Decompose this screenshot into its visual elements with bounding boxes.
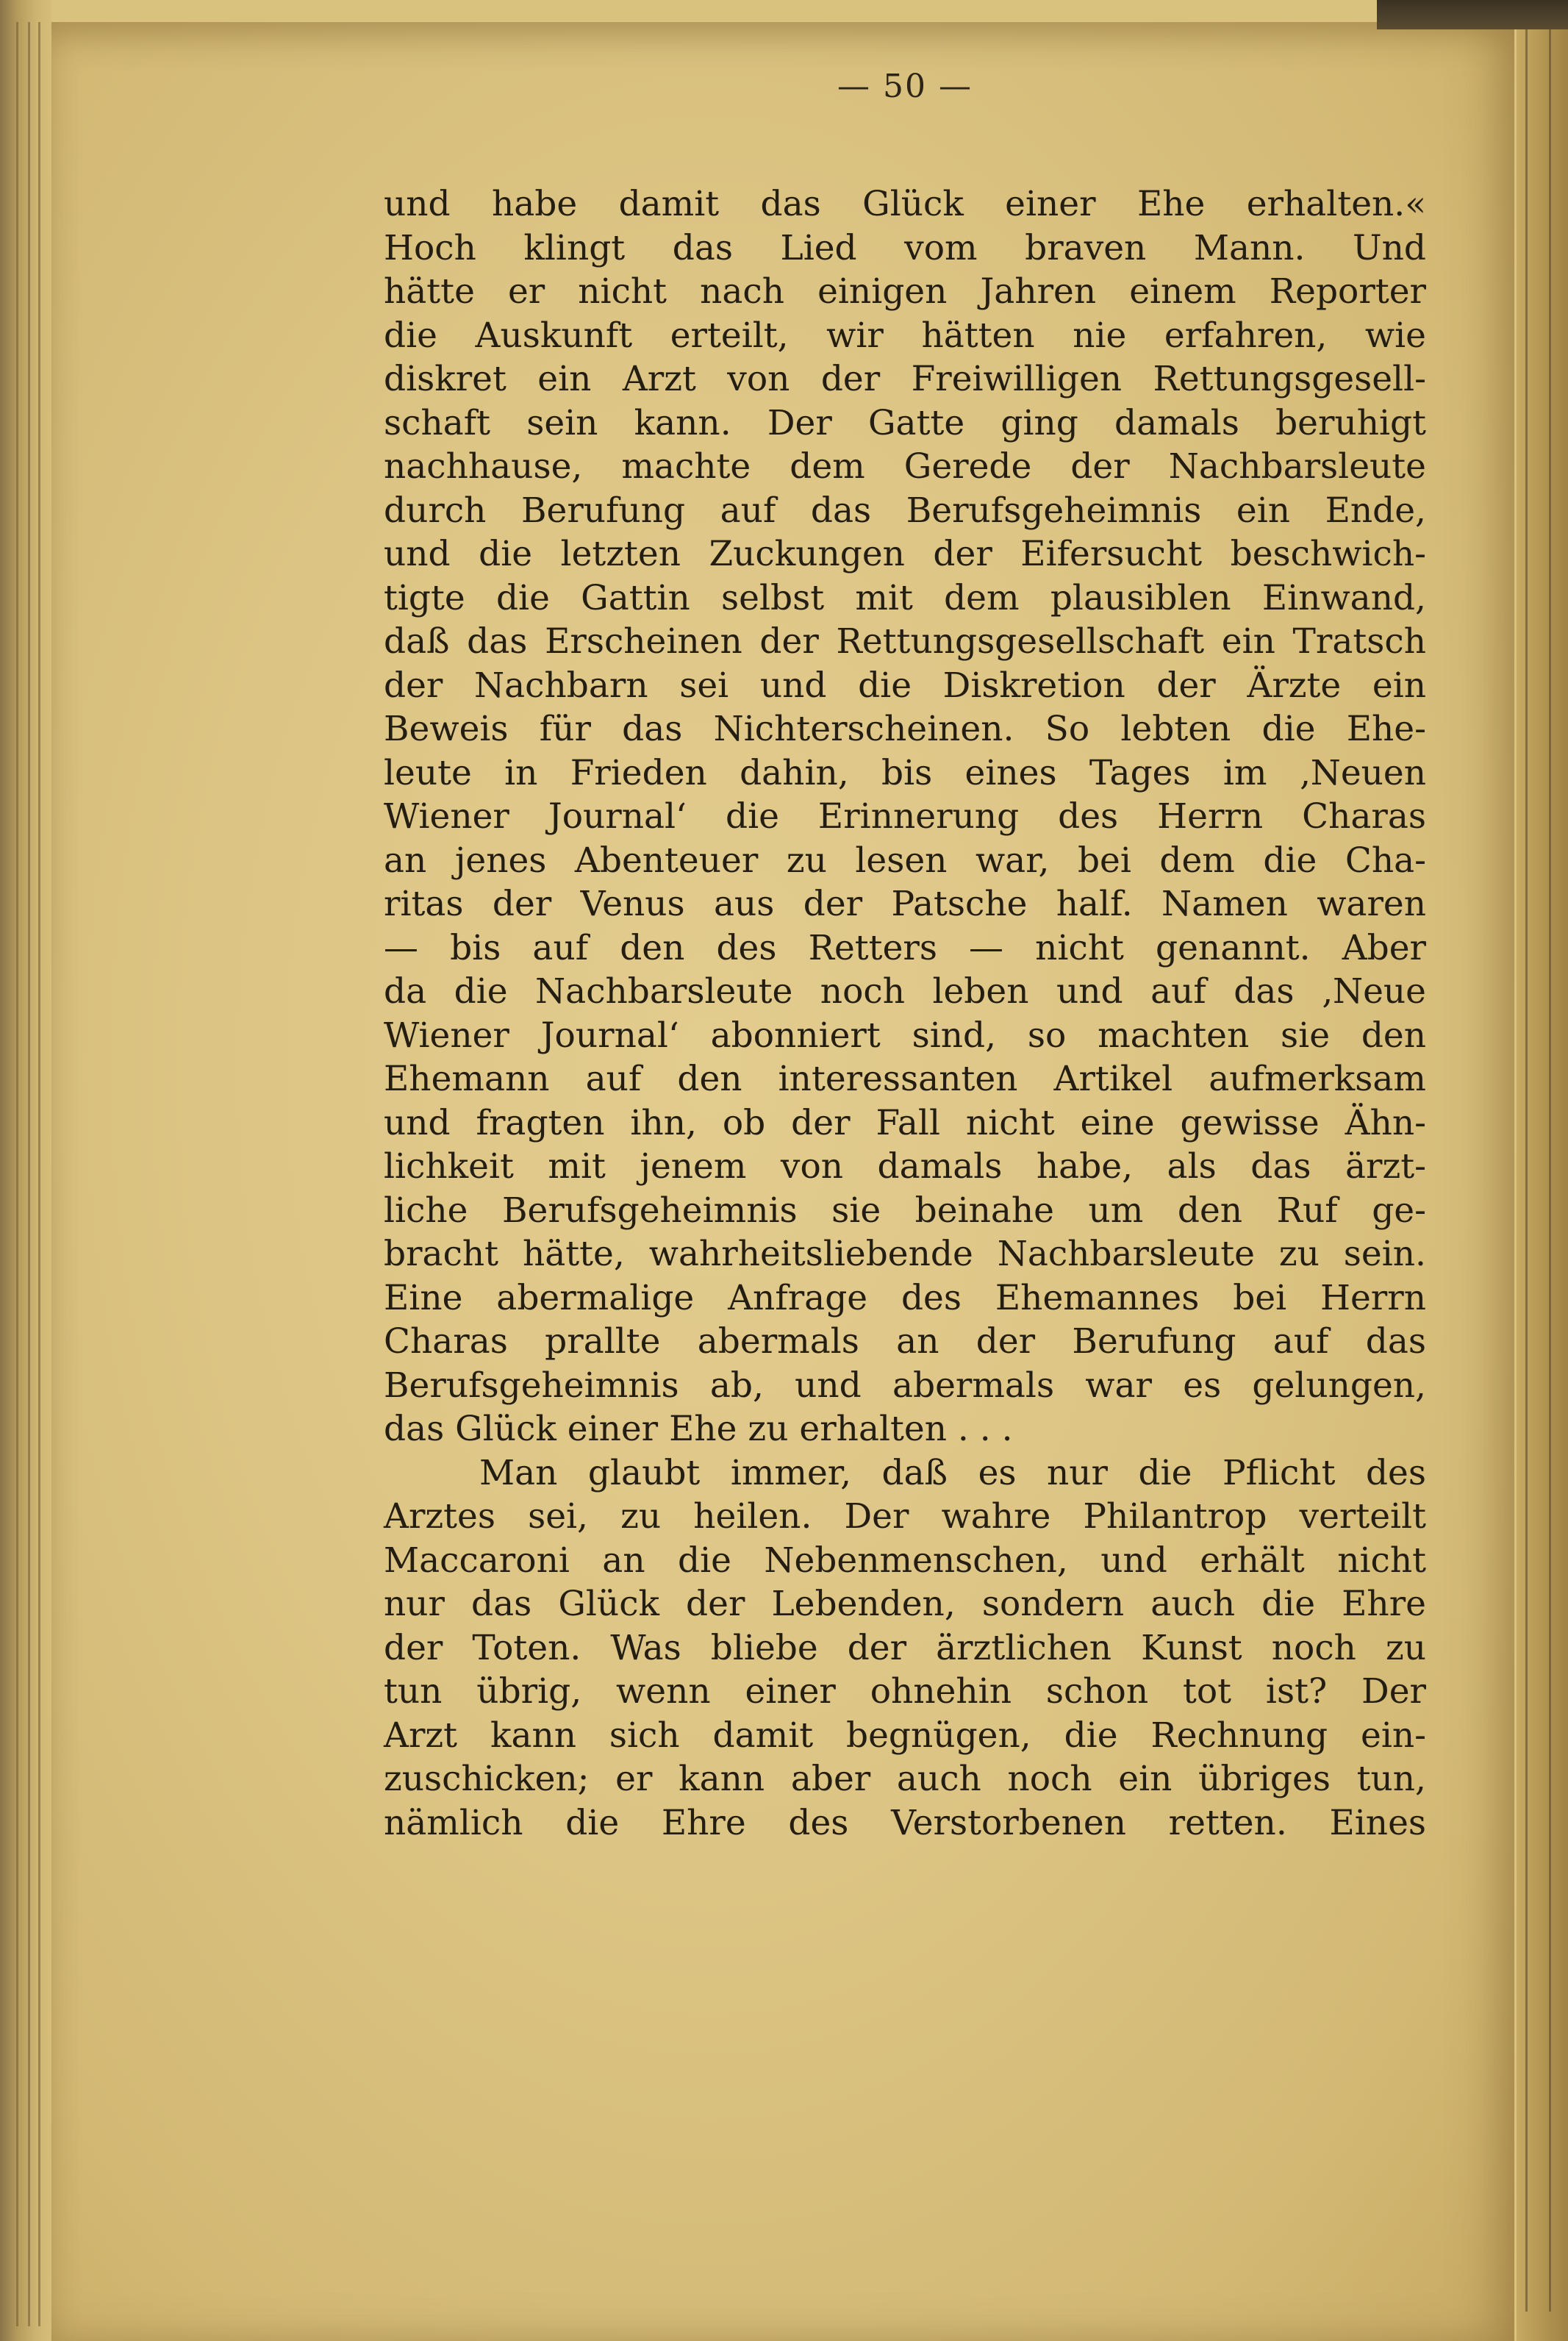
text-line: nur das Glück der Lebenden, sondern auch die Ehre [384, 1584, 1426, 1624]
text-line: zuschicken; er kann aber auch noch ein übriges tun, [384, 1759, 1426, 1799]
page-edge-line [16, 22, 18, 2326]
text-line: der Nachbarn sei und die Diskretion der Ärzte ein [384, 665, 1426, 706]
body-text [384, 182, 1426, 1845]
text-line: tun übrig, wenn einer ohnehin schon tot ist? Der [384, 1671, 1426, 1712]
text-line: Beweis für das Nichterscheinen. So lebten die Ehe- [384, 709, 1426, 749]
page-number: — 50 — [837, 68, 973, 105]
text-line: Wiener Journal‘ die Erinnerung des Herrn Charas [384, 796, 1426, 837]
text-line: und die letzten Zuckungen der Eifersucht beschwich- [384, 534, 1426, 574]
right-page-edge [1517, 0, 1568, 2341]
text-line: Maccaroni an die Nebenmenschen, und erhält nicht [384, 1540, 1426, 1581]
text-line: schaft sein kann. Der Gatte ging damals beruhigt [384, 402, 1426, 443]
text-line: tigte die Gattin selbst mit dem plausiblen Einwand, [384, 577, 1426, 618]
text-line: Ehemann auf den interessanten Artikel aufmerksam [384, 1059, 1426, 1099]
scan-background-corner [1377, 0, 1568, 29]
text-line: und fragten ihn, ob der Fall nicht eine gewisse Ähn- [384, 1102, 1426, 1143]
text-line: Eine abermalige Anfrage des Ehemannes bei Herrn [384, 1277, 1426, 1318]
page-edge-line [1549, 29, 1551, 2312]
text-line: hätte er nicht nach einigen Jahren einem Reporter [384, 271, 1426, 312]
text-line: — bis auf den des Retters — nicht genannt. Aber [384, 927, 1426, 968]
text-line: Hoch klingt das Lied vom braven Mann. Und [384, 227, 1426, 268]
text-line: Arzt kann sich damit begnügen, die Rechnung ein- [384, 1715, 1426, 1756]
text-line: nämlich die Ehre des Verstorbenen retten. Eines [384, 1802, 1426, 1843]
page-edge-line [1525, 29, 1528, 2312]
text-line: bracht hätte, wahrheitsliebende Nachbarsleute zu sein. [384, 1234, 1426, 1274]
text-line: leute in Frieden dahin, bis eines Tages im ‚Neuen [384, 752, 1426, 793]
paragraph-start-line: Man glaubt immer, daß es nur die Pflicht des [479, 1452, 1426, 1493]
text-line: ritas der Venus aus der Patsche half. Namen waren [384, 884, 1426, 924]
text-line: Wiener Journal‘ abonniert sind, so machten sie den [384, 1015, 1426, 1056]
text-line: die Auskunft erteilt, wir hätten nie erfahren, wie [384, 315, 1426, 356]
text-line: nachhause, machte dem Gerede der Nachbarsleute [384, 446, 1426, 487]
text-line: diskret ein Arzt von der Freiwilligen Rettungsgesell- [384, 359, 1426, 399]
text-line: liche Berufsgeheimnis sie beinahe um den Ruf ge- [384, 1190, 1426, 1231]
text-line: da die Nachbarsleute noch leben und auf das ‚Neue [384, 971, 1426, 1012]
text-line: lichkeit mit jenem von damals habe, als das ärzt- [384, 1146, 1426, 1187]
text-line: Arztes sei, zu heilen. Der wahre Philantrop verteilt [384, 1496, 1426, 1537]
binding-edge [0, 0, 51, 2341]
text-line: Berufsgeheimnis ab, und abermals war es gelungen, [384, 1365, 1426, 1406]
text-line: Charas prallte abermals an der Berufung auf das [384, 1321, 1426, 1362]
paragraph-end-line: das Glück einer Ehe zu erhalten . . . [384, 1409, 1013, 1449]
text-line: an jenes Abenteuer zu lesen war, bei dem die Cha- [384, 840, 1426, 881]
text-line: daß das Erscheinen der Rettungsgesellschaft ein Tratsch [384, 621, 1426, 662]
text-line: und habe damit das Glück einer Ehe erhalten.« [384, 184, 1426, 224]
page-edge-line [28, 22, 30, 2326]
text-line: der Toten. Was bliebe der ärztlichen Kunst noch zu [384, 1627, 1426, 1668]
page-edge-line [38, 22, 40, 2326]
text-line: durch Berufung auf das Berufsgeheimnis ein Ende, [384, 490, 1426, 531]
